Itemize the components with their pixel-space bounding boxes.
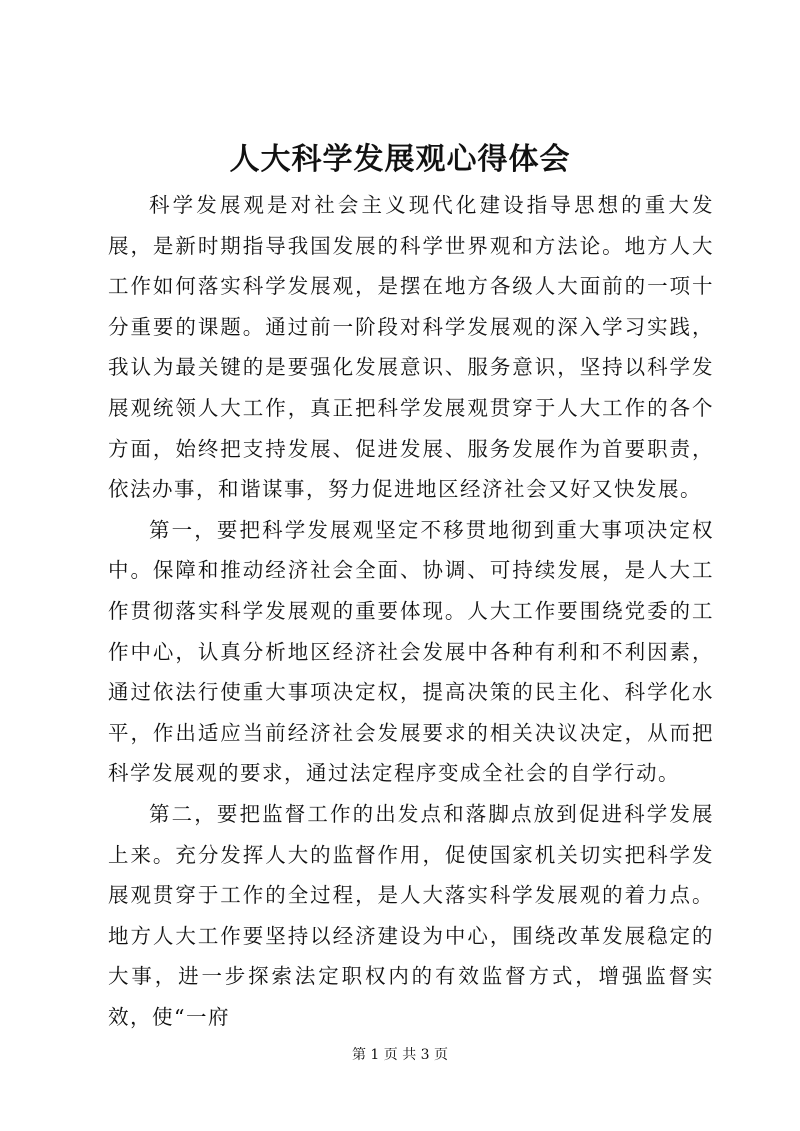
paragraph-intro: 科学发展观是对社会主义现代化建设指导思想的重大发展，是新时期指导我国发展的科学世界观和方法论。地方人大工作如何落实科学发展观，是摆在地方各级人大面前的一项十分重要的课题。通过前一阶段对科学发展观的深入学习实践，我认为最关键的是要强化发展意识、服务意识，坚持以科学发展观统领人大工作，真正把科学发展观贯穿于人大工作的各个方面，始终把支持发展、促进发展、服务发展作为首要职责，依法办事，和谐谋事，努力促进地区经济社会又好又快发展。 xyxy=(108,193,714,502)
document-title: 人大科学发展观心得体会 xyxy=(229,142,571,177)
paragraph-second-point: 第二，要把监督工作的出发点和落脚点放到促进科学发展上来。充分发挥人大的监督作用，促使国家机关切实把科学发展观贯穿于工作的全过程，是人大落实科学发展观的着力点。地方人大工作要坚持以经济建设为中心，围绕改革发展稳定的大事，进一步探索法定职权内的有效监督方式，增强监督实效，使“一府 xyxy=(108,801,714,1029)
paragraph-first-point: 第一，要把科学发展观坚定不移贯地彻到重大事项决定权中。保障和推动经济社会全面、协调、可持续发展，是人大工作贯彻落实科学发展观的重要体现。人大工作要围绕党委的工作中心，认真分析地区经济社会发展中各种有利和不利因素，通过依法行使重大事项决定权，提高决策的民主化、科学化水平，作出适应当前经济社会发展要求的相关决议决定，从而把科学发展观的要求，通过法定程序变成全社会的自学行动。 xyxy=(108,517,714,786)
document-body xyxy=(108,185,714,1037)
page-footer: 第 1 页 共 3 页 xyxy=(351,1047,449,1063)
